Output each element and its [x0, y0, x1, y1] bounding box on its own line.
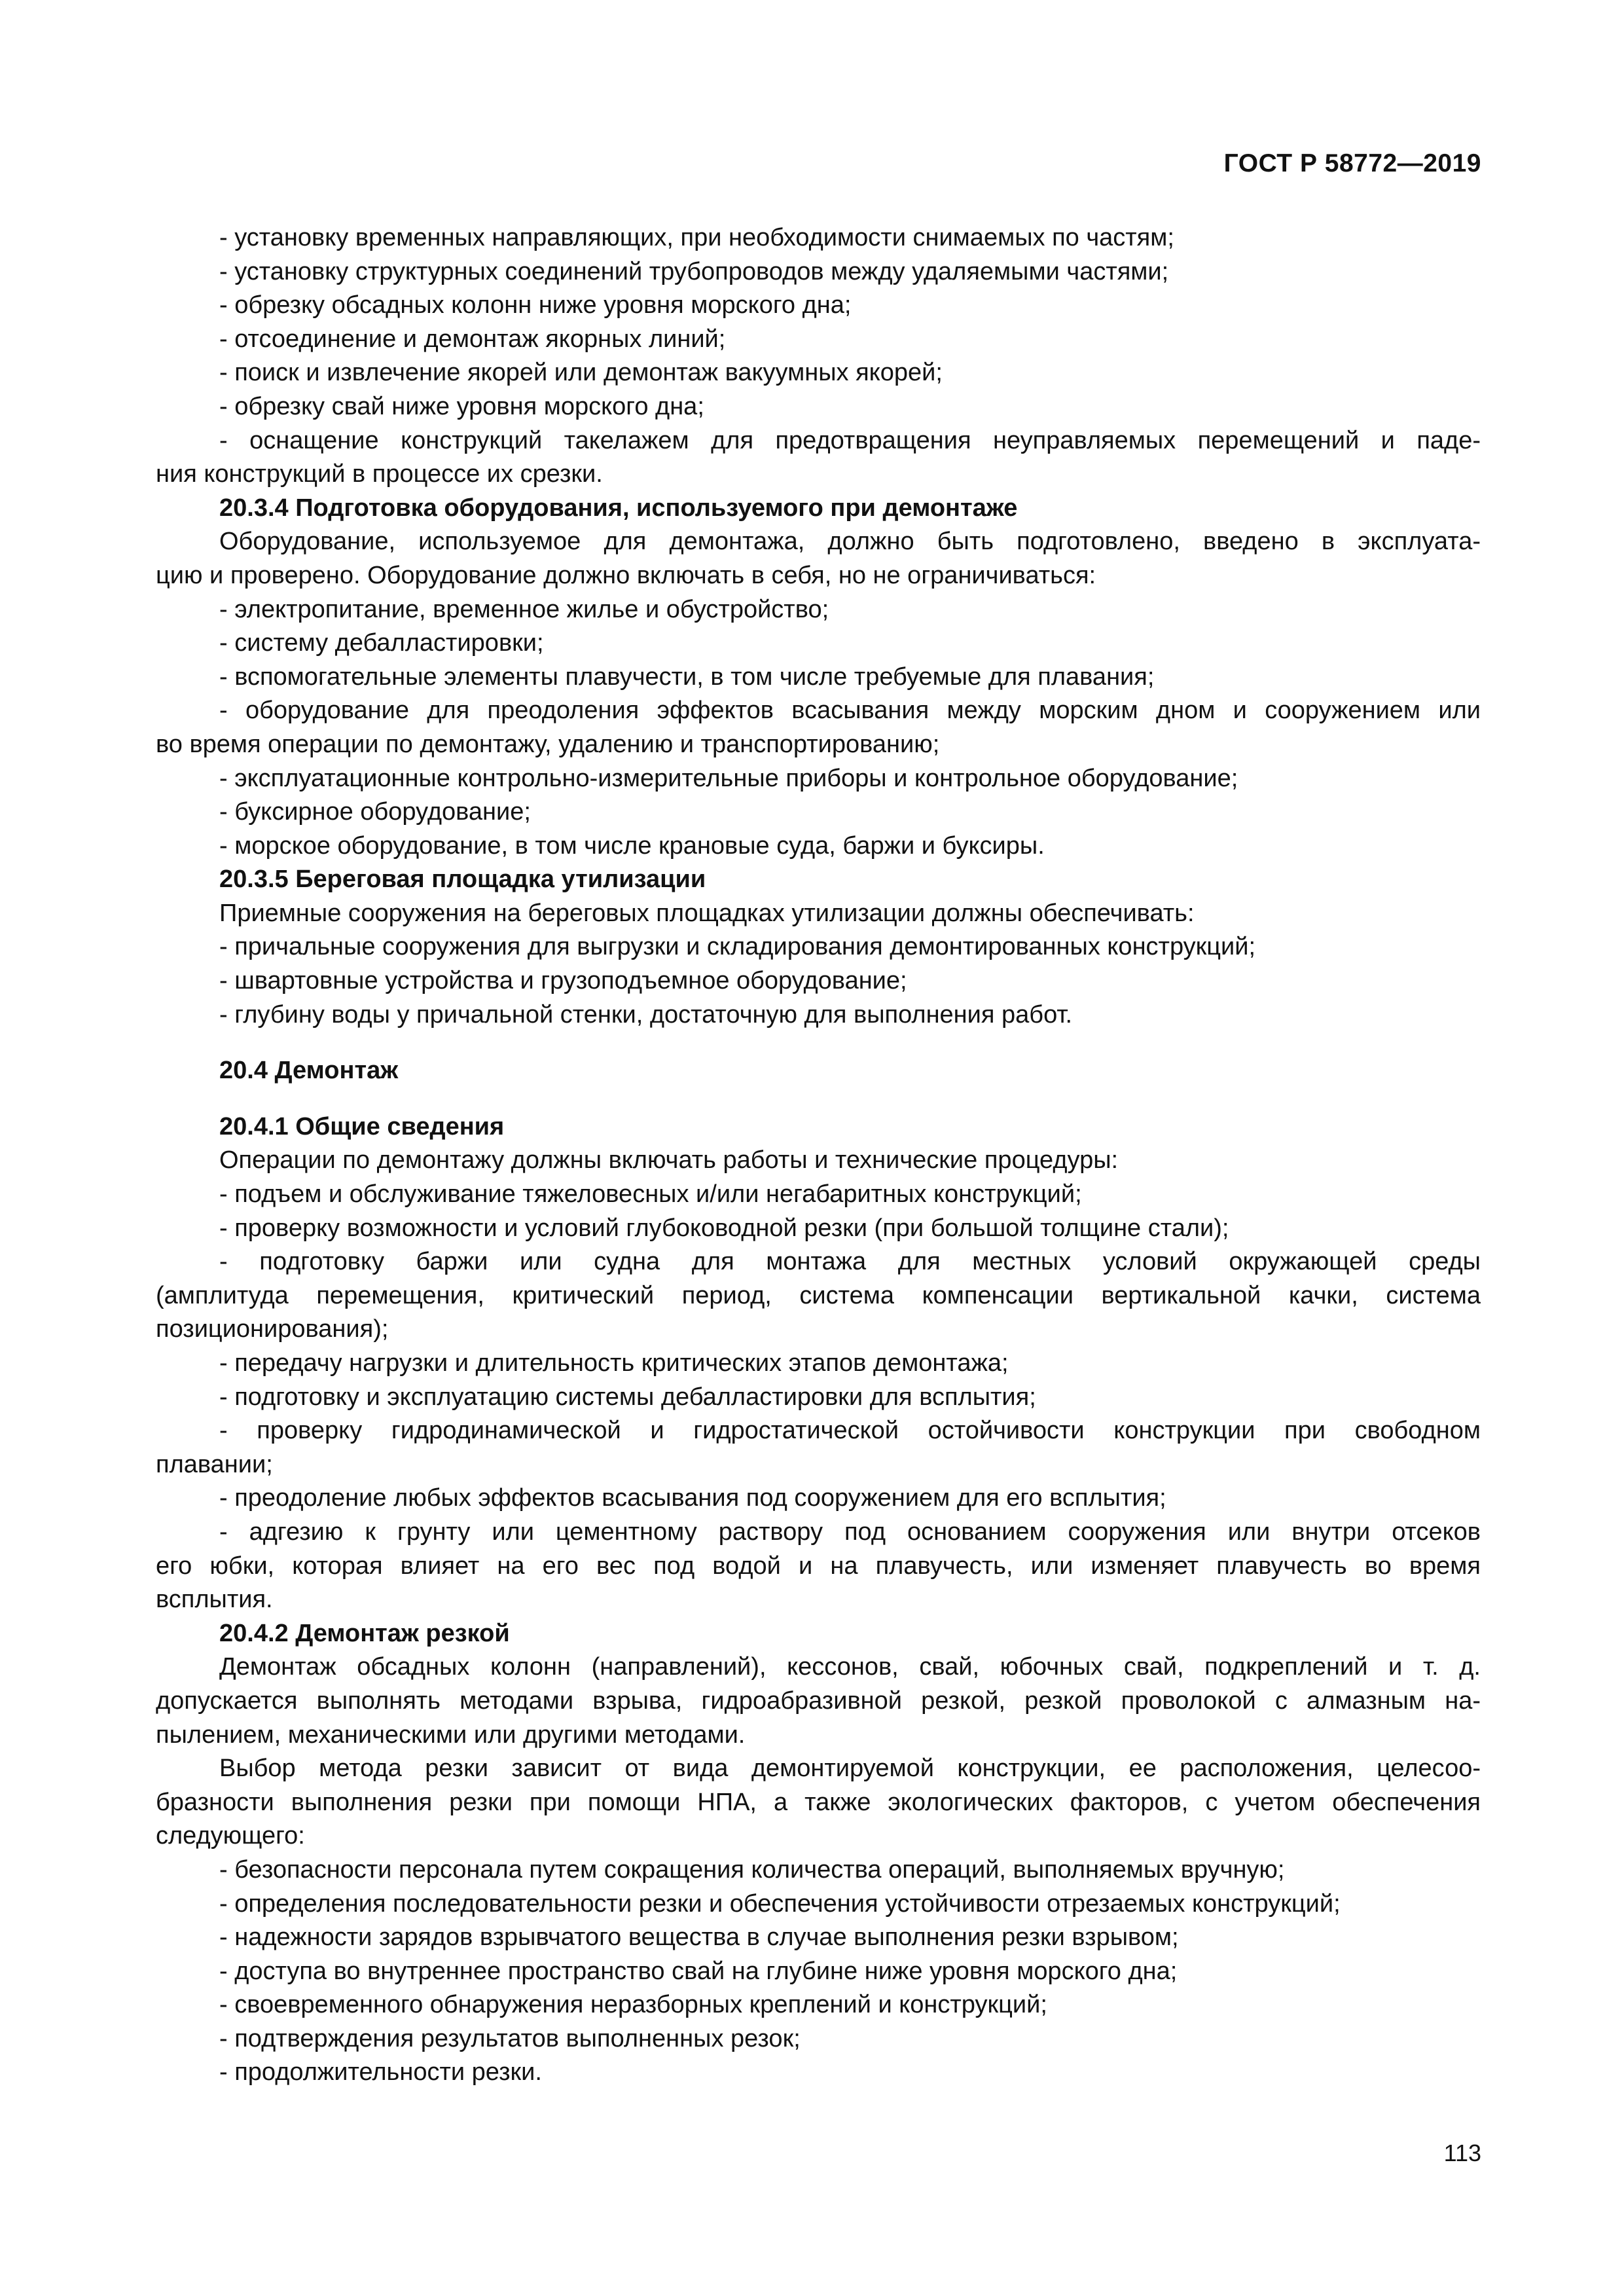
section-heading-line: 20.4 Демонтаж — [219, 1057, 399, 1085]
body-text-line: - швартовные устройства и грузоподъемное оборудование; — [219, 967, 907, 995]
body-text-line: плавании; — [156, 1450, 273, 1478]
body-text-line: ния конструкций в процессе их срезки. — [156, 460, 603, 488]
body-text-line: цию и проверено. Оборудование должно включать в себя, но не ограничиваться: — [156, 561, 1096, 589]
body-text-line: - буксирное оборудование; — [219, 798, 531, 826]
body-text-line: Приемные сооружения на береговых площадках утилизации должны обеспечивать: — [219, 899, 1195, 927]
page-body-text — [156, 221, 1481, 2090]
body-text-line: - поиск и извлечение якорей или демонтаж вакуумных якорей; — [219, 359, 943, 387]
body-text-line: - систему дебалластировки; — [219, 629, 544, 657]
body-text-line: - вспомогательные элементы плавучести, в том числе требуемые для плавания; — [219, 663, 1155, 691]
section-heading-line: 20.3.4 Подготовка оборудования, используемого при демонтаже — [219, 494, 1018, 522]
body-text-line: бразности выполнения резки при помощи НПА, а также экологических факторов, с учетом обеспечения — [156, 1788, 1481, 1816]
body-text-line: - доступа во внутреннее пространство свай на глубине ниже уровня морского дна; — [219, 1957, 1178, 1985]
body-text-line: - безопасности персонала путем сокращения количества операций, выполняемых вручную; — [219, 1855, 1285, 1884]
body-text-line: - глубину воды у причальной стенки, достаточную для выполнения работ. — [219, 1000, 1073, 1029]
body-text-line: - надежности зарядов взрывчатого вещества в случае выполнения резки взрывом; — [219, 1923, 1179, 1952]
body-text-line: - электропитание, временное жилье и обустройство; — [219, 595, 829, 623]
body-text-line: Операции по демонтажу должны включать работы и технические процедуры: — [219, 1146, 1119, 1175]
body-text-line: Демонтаж обсадных колонн (направлений), кессонов, свай, юбочных свай, подкреплений и т. д. — [219, 1653, 1481, 1681]
body-text-line: - подготовку баржи или судна для монтажа для местных условий окружающей среды — [219, 1248, 1481, 1276]
body-text-line: - преодоление любых эффектов всасывания под сооружением для его всплытия; — [219, 1484, 1166, 1512]
body-text-line: - подготовку и эксплуатацию системы дебалластировки для всплытия; — [219, 1383, 1036, 1411]
body-text-line: всплытия. — [156, 1586, 273, 1614]
body-text-line: - подъем и обслуживание тяжеловесных и/или негабаритных конструкций; — [219, 1180, 1082, 1209]
body-text-line: - установку временных направляющих, при необходимости снимаемых по частям; — [219, 224, 1174, 251]
standard-code-header: ГОСТ Р 58772—2019 — [1223, 149, 1481, 177]
body-text-line: - проверку гидродинамической и гидростатической остойчивости конструкции при свободном — [219, 1417, 1481, 1445]
body-text-line: - передачу нагрузки и длительность критических этапов демонтажа; — [219, 1349, 1009, 1377]
body-text-line: - отсоединение и демонтаж якорных линий; — [219, 325, 726, 353]
section-heading-line: 20.4.1 Общие сведения — [219, 1112, 505, 1140]
body-text-line: допускается выполнять методами взрыва, гидроабразивной резкой, резкой проволокой с алмазным на- — [156, 1686, 1481, 1715]
body-text-line: - морское оборудование, в том числе крановые суда, баржи и буксиры. — [219, 831, 1045, 860]
body-text-line: - обрезку обсадных колонн ниже уровня морского дна; — [219, 291, 852, 319]
section-heading-line: 20.3.5 Береговая площадка утилизации — [219, 866, 706, 894]
body-text-line: (амплитуда перемещения, критический период, система компенсации вертикальной качки, система — [156, 1281, 1481, 1309]
body-text-line: - обрезку свай ниже уровня морского дна; — [219, 392, 704, 420]
body-text-line: - причальные сооружения для выгрузки и складирования демонтированных конструкций; — [219, 933, 1256, 961]
body-text-line: во время операции по демонтажу, удалению и транспортированию; — [156, 730, 940, 758]
body-text-line: - проверку возможности и условий глубоководной резки (при большой толщине стали); — [219, 1214, 1229, 1242]
section-heading-line: 20.4.2 Демонтаж резкой — [219, 1619, 510, 1647]
body-text-line: - подтверждения результатов выполненных резок; — [219, 2024, 801, 2052]
body-text-line: - своевременного обнаружения неразборных креплений и конструкций; — [219, 1991, 1047, 2019]
body-text-line: его юбки, которая влияет на его вес под водой и на плавучесть, или изменяет плавучесть во время — [156, 1552, 1481, 1580]
body-text-line: - установку структурных соединений трубопроводов между удаляемыми частями; — [219, 257, 1169, 285]
body-text-line: - оборудование для преодоления эффектов всасывания между морским дном и сооружением или — [219, 697, 1481, 725]
body-text-line: пылением, механическими или другими методами. — [156, 1721, 746, 1749]
body-text-line: Оборудование, используемое для демонтажа, должно быть подготовлено, введено в эксплуата- — [219, 528, 1481, 556]
body-text-line: - продолжительности резки. — [219, 2058, 542, 2086]
body-text-line: - оснащение конструкций такелажем для предотвращения неуправляемых перемещений и паде- — [219, 426, 1481, 454]
page-number: 113 — [1443, 2140, 1481, 2166]
body-text-line: - эксплуатационные контрольно-измерительные приборы и контрольное оборудование; — [219, 764, 1238, 792]
body-text-line: Выбор метода резки зависит от вида демонтируемой конструкции, ее расположения, целесоо- — [219, 1755, 1481, 1783]
body-text-line: следующего: — [156, 1822, 305, 1850]
body-text-line: позиционирования); — [156, 1315, 389, 1343]
body-text-line: - адгезию к грунту или цементному раствору под основанием сооружения или внутри отсеков — [219, 1518, 1481, 1546]
body-text-line: - определения последовательности резки и обеспечения устойчивости отрезаемых конструкций; — [219, 1889, 1341, 1918]
